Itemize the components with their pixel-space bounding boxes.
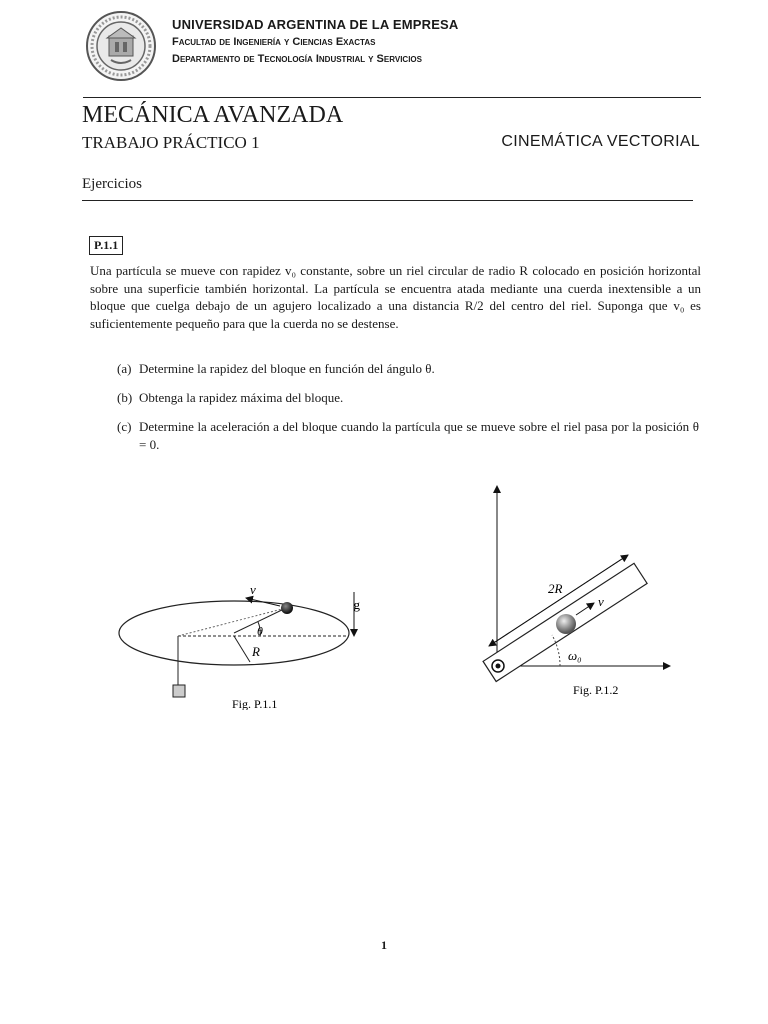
- item-label: (b): [117, 390, 133, 405]
- problem-label: P.1.1: [89, 236, 123, 255]
- label-g: g: [353, 597, 360, 612]
- header-divider: [83, 97, 701, 98]
- section-divider: [82, 200, 693, 201]
- label-v: v: [250, 582, 256, 597]
- page-number: 1: [381, 938, 387, 952]
- figure-caption: Fig. P.1.2: [573, 683, 619, 697]
- string-line: [178, 608, 286, 636]
- pivot-center: [496, 664, 501, 669]
- faculty-name: Facultad de Ingeniería y Ciencias Exactas: [172, 36, 376, 48]
- course-title: MECÁNICA AVANZADA: [82, 102, 344, 128]
- item-text: Determine la rapidez del bloque en función del ángulo θ.: [139, 361, 435, 376]
- topic-title: CINEMÁTICA VECTORIAL: [501, 133, 700, 150]
- assignment-title: TRABAJO PRÁCTICO 1: [82, 133, 260, 152]
- hanging-block: [173, 685, 185, 697]
- problem-statement: Una partícula se mueve con rapidez v₀ constante, sobre un riel circular de radio R colocado en posición horizontal sobre una superficie también horizontal. La partícula se encuentra atada mediante una cuerda inextensible a un bloque que cuelga debajo de un agujero localizado a una distancia R/2 del centro del riel. Suponga que v₀ es suficientemente pequeño para que la cuerda no se destense.: [90, 263, 701, 331]
- problem-item: [117, 418, 699, 454]
- particle-ball: [281, 602, 293, 614]
- problem-item: [117, 389, 699, 407]
- label-r: R: [252, 644, 260, 659]
- university-name: UNIVERSIDAD ARGENTINA DE LA EMPRESA: [172, 17, 459, 32]
- item-label: (c): [117, 419, 132, 434]
- department-name: Departamento de Tecnología Industrial y Servicios: [172, 53, 422, 65]
- label-2r: 2R: [548, 581, 563, 596]
- item-label: (a): [117, 361, 132, 376]
- item-text: Determine la aceleración a del bloque cuando la partícula que se mueve sobre el riel pasa por la posición θ = 0.: [139, 419, 699, 452]
- university-seal-logo: [85, 10, 157, 82]
- velocity-arrow: [246, 598, 280, 606]
- figure-caption: Fig. P.1.1: [232, 697, 278, 710]
- problem-item: [117, 360, 699, 378]
- label-theta: θ: [257, 624, 263, 638]
- figure-p-1-1: [110, 570, 360, 710]
- item-text: Obtenga la rapidez máxima del bloque.: [139, 390, 344, 405]
- section-heading: Ejercicios: [82, 176, 142, 192]
- radius-marker-line: [234, 636, 250, 662]
- tube-ball: [556, 614, 576, 634]
- figure-p-1-2: [478, 482, 688, 702]
- label-omega: ω₀: [568, 648, 582, 663]
- label-v: v: [598, 594, 604, 609]
